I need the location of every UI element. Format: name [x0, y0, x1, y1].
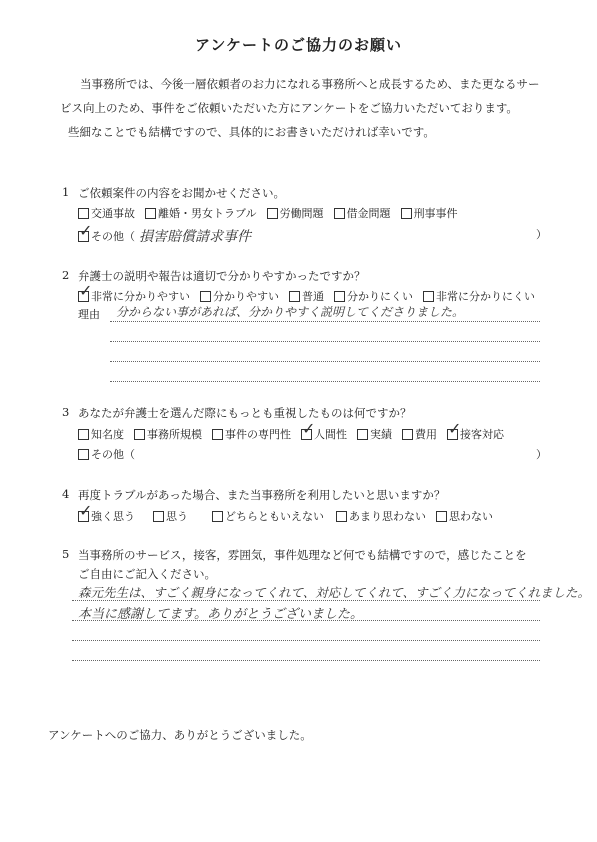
q1-other[interactable]: ✓ その他（ 損害賠償請求事件: [78, 226, 251, 246]
answer-line: [110, 321, 540, 322]
q4-option[interactable]: ✓ 強く思う: [78, 508, 135, 524]
checkbox[interactable]: [402, 429, 413, 440]
q1-option[interactable]: 刑事事件: [401, 205, 458, 221]
q2-text: 弁護士の説明や報告は適切で分かりやすかったですか？: [78, 269, 366, 283]
q5-answer-line-1: 森元先生は、すごく親身になってくれて、対応してくれて、すごく力になってくれました。: [78, 585, 591, 600]
q5-text-line-2: ご自由にご記入ください。: [78, 567, 216, 581]
q4-number: 4: [62, 487, 70, 501]
checkbox[interactable]: [78, 208, 89, 219]
q2-number: 2: [62, 268, 70, 282]
q3-close-paren: ）: [536, 448, 547, 461]
page-title: アンケートのご協力のお願い: [194, 36, 403, 54]
q4-options: [78, 508, 503, 524]
q2-option[interactable]: 分かりにくい: [334, 288, 413, 304]
checkbox[interactable]: [267, 208, 278, 219]
q5-answer-line-2: 本当に感謝してます。ありがとうございました。: [78, 607, 363, 622]
answer-line: [72, 660, 540, 661]
checkbox[interactable]: [134, 429, 145, 440]
checkbox[interactable]: [145, 208, 156, 219]
checkbox[interactable]: [334, 291, 345, 302]
q2-reason-answer: 分からない事があれば、分かりやすく説明してくださりました。: [116, 305, 465, 319]
q2-option[interactable]: ✓ 非常に分かりやすい: [78, 288, 190, 304]
intro-line-3: 些細なことでも結構ですので、具体的にお書きいただければ幸いです。: [68, 125, 435, 139]
checkbox-checked[interactable]: [301, 429, 312, 440]
checkbox[interactable]: [153, 511, 164, 522]
checkbox[interactable]: [423, 291, 434, 302]
q3-option[interactable]: ✓ 人間性: [301, 426, 347, 442]
checkbox[interactable]: [212, 511, 223, 522]
checkbox[interactable]: [436, 511, 447, 522]
q1-option[interactable]: 借金問題: [334, 205, 391, 221]
q2-option[interactable]: 非常に分かりにくい: [423, 288, 535, 304]
checkbox[interactable]: [212, 429, 223, 440]
answer-line: [72, 620, 540, 621]
q1-option[interactable]: 離婚・男女トラブル: [145, 205, 257, 221]
q3-option[interactable]: 事務所規模: [134, 426, 202, 442]
q2-option[interactable]: 普通: [289, 288, 324, 304]
checkbox[interactable]: [401, 208, 412, 219]
q1-options: [78, 205, 468, 221]
q4-text: 再度トラブルがあった場合、また当事務所を利用したいと思いますか？: [78, 488, 446, 502]
answer-line: [110, 381, 540, 382]
answer-line: [72, 600, 540, 601]
q3-option[interactable]: ✓ 接客対応: [447, 426, 504, 442]
checkbox-checked[interactable]: [78, 231, 89, 242]
answer-line: [72, 640, 540, 641]
checkbox-checked[interactable]: [447, 429, 458, 440]
q3-option[interactable]: 費用: [402, 426, 437, 442]
q1-other-answer: 損害賠償請求事件: [139, 229, 251, 245]
intro-line-1: 当事務所では、今後一層依頼者のお力になれる事務所へと成長するため、また更なるサー: [80, 77, 540, 91]
q2-reason-label: 理由: [78, 308, 100, 321]
checkbox[interactable]: [200, 291, 211, 302]
q1-close-paren: ）: [536, 228, 547, 241]
q4-option[interactable]: あまり思わない: [336, 508, 426, 524]
q3-option[interactable]: 事件の専門性: [212, 426, 291, 442]
q4-option[interactable]: どちらともいえない: [212, 508, 324, 524]
checkbox[interactable]: [336, 511, 347, 522]
q1-option[interactable]: 交通事故: [78, 205, 135, 221]
q3-other[interactable]: その他（: [78, 446, 145, 462]
q5-number: 5: [62, 547, 70, 561]
q2-options: [78, 288, 545, 304]
q3-text: あなたが弁護士を選んだ際にもっとも重視したものは何ですか？: [78, 406, 412, 420]
q2-option[interactable]: 分かりやすい: [200, 288, 279, 304]
answer-line: [110, 361, 540, 362]
checkbox[interactable]: [78, 429, 89, 440]
checkbox[interactable]: [289, 291, 300, 302]
checkbox-checked[interactable]: [78, 291, 89, 302]
q3-options: [78, 426, 514, 442]
checkbox-checked[interactable]: [78, 511, 89, 522]
q5-text-line-1: 当事務所のサービス，接客，雰囲気，事件処理など何でも結構ですので，感じたことを: [78, 548, 527, 562]
checkbox[interactable]: [78, 449, 89, 460]
checkbox[interactable]: [357, 429, 368, 440]
q3-number: 3: [62, 405, 70, 419]
closing-text: アンケートへのご協力、ありがとうございました。: [48, 728, 312, 742]
q3-option[interactable]: 知名度: [78, 426, 124, 442]
q1-text: ご依頼案件の内容をお聞かせください。: [78, 186, 285, 200]
checkbox[interactable]: [334, 208, 345, 219]
q4-option[interactable]: 思う: [153, 508, 188, 524]
q3-option[interactable]: 実績: [357, 426, 392, 442]
q4-option[interactable]: 思わない: [436, 508, 493, 524]
q1-option[interactable]: 労働問題: [267, 205, 324, 221]
q1-number: 1: [62, 185, 70, 199]
intro-line-2: ビス向上のため、事件をご依頼いただいた方にアンケートをご協力いただいております。: [60, 101, 518, 115]
answer-line: [110, 341, 540, 342]
